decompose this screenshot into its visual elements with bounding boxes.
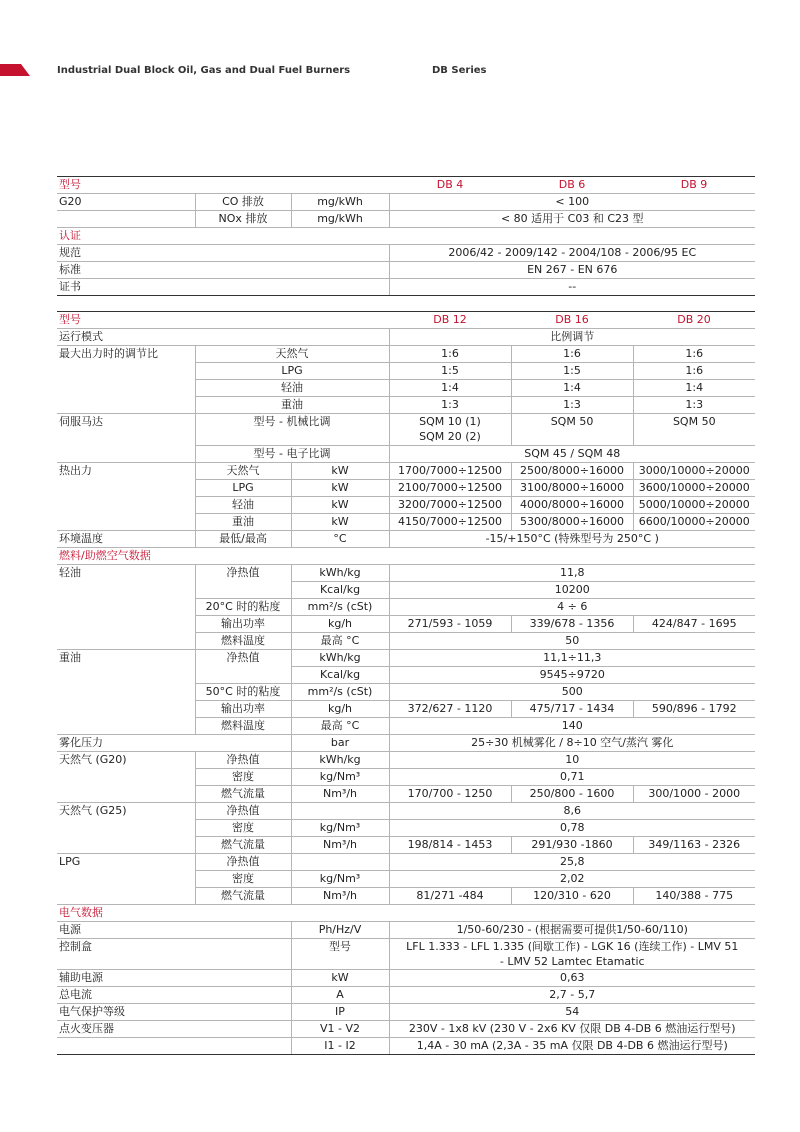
ambient-unit: °C — [291, 531, 389, 548]
table-row — [57, 414, 755, 446]
g20-dens-value: 0,71 — [389, 769, 755, 786]
table-row — [57, 279, 755, 296]
g25-flow-cell: 198/814 - 1453 — [389, 837, 511, 854]
td-cell: 1:3 — [511, 397, 633, 414]
atom-value: 25÷30 机械雾化 / 8÷10 空气/蒸汽 雾化 — [389, 735, 755, 752]
power-value: 1/50-60/230 - (根据需要可提供1/50-60/110) — [389, 922, 755, 939]
unit-ip: IP — [291, 1004, 389, 1021]
table-row — [57, 803, 755, 820]
control-value: LFL 1.333 - LFL 1.335 (间歇工作) - LGK 16 (连续工作) - LMV 51 - LMV 52 Lamtec Etamatic — [389, 939, 755, 970]
lpg-flow-cell: 140/388 - 775 — [633, 888, 755, 905]
fuel-lpg: LPG — [195, 480, 291, 497]
model-db12: DB 12 — [389, 312, 511, 329]
brand-mark — [0, 64, 30, 76]
g25-flow-cell: 291/930 -1860 — [511, 837, 633, 854]
ho-cv-value: 11,1÷11,3 — [389, 650, 755, 667]
table-row — [57, 888, 755, 905]
ho-visc-value: 500 — [389, 684, 755, 701]
norm-value: 2006/42 - 2009/142 - 2004/108 - 2006/95 EC — [389, 245, 755, 262]
table-row — [57, 446, 755, 463]
gas-flow-label: 燃气流量 — [195, 888, 291, 905]
fuel-ng: 天然气 — [195, 346, 389, 363]
total-current-value: 2,7 - 5,7 — [389, 987, 755, 1004]
co-unit: mg/kWh — [291, 194, 389, 211]
heavy-oil-label: 重油 — [59, 651, 81, 664]
std-label: 标准 — [57, 262, 195, 279]
unit-kw: kW — [291, 463, 389, 480]
certif-value: -- — [389, 279, 755, 296]
ambient-sub: 最低/最高 — [195, 531, 291, 548]
table-row — [57, 718, 755, 735]
table-row — [57, 346, 755, 363]
net-cv-label: 净热值 — [195, 854, 291, 871]
net-cv-label: 净热值 — [195, 650, 291, 667]
table-row — [57, 650, 755, 667]
td-cell: 1:4 — [389, 380, 511, 397]
unit-kwh-kg: kWh/kg — [291, 650, 389, 667]
control-sub: 型号 — [291, 939, 389, 970]
model-db9: DB 9 — [633, 177, 755, 194]
model-db6: DB 6 — [511, 177, 633, 194]
heat-output-label: 热出力 — [59, 464, 92, 477]
servo-cell: SQM 10 (1) — [419, 415, 481, 428]
ignition-i-value: 1,4A - 30 mA (2,3A - 35 mA 仅限 DB 4-DB 6 燃油运行型号) — [389, 1038, 755, 1055]
table-row — [57, 1004, 755, 1021]
td-cell: 1:4 — [633, 380, 755, 397]
g20-flow-cell: 170/700 - 1250 — [389, 786, 511, 803]
ho-out-cell: 372/627 - 1120 — [389, 701, 511, 718]
density-label: 密度 — [195, 871, 291, 888]
td-cell: 1:3 — [633, 397, 755, 414]
table-row — [57, 752, 755, 769]
td-cell: 1:5 — [389, 363, 511, 380]
fuel-heavy-oil: 重油 — [195, 514, 291, 531]
table-row — [57, 363, 755, 380]
lo-out-cell: 271/593 - 1059 — [389, 616, 511, 633]
header-title: Industrial Dual Block Oil, Gas and Dual Fuel Burners — [57, 65, 351, 76]
model-header-row — [57, 312, 755, 329]
ho-cell: 6600/10000÷20000 — [633, 514, 755, 531]
op-mode-label: 运行模式 — [57, 329, 195, 346]
net-cv-label: 净热值 — [195, 565, 291, 582]
fuel-light-oil: 轻油 — [195, 497, 291, 514]
g25-dens-value: 0,78 — [389, 820, 755, 837]
unit-visc: mm²/s (cSt) — [291, 599, 389, 616]
model-db16: DB 16 — [511, 312, 633, 329]
model-label: 型号 — [57, 312, 195, 329]
td-cell: 1:6 — [511, 346, 633, 363]
table-row — [57, 667, 755, 684]
fuel-lpg: LPG — [195, 363, 389, 380]
specs-table — [57, 311, 755, 1055]
table-row — [57, 497, 755, 514]
table-row — [57, 871, 755, 888]
unit-max-c: 最高 °C — [291, 718, 389, 735]
lo-out-cell: 339/678 - 1356 — [511, 616, 633, 633]
td-cell: 1:5 — [511, 363, 633, 380]
lo-kcal-value: 10200 — [389, 582, 755, 599]
table-row — [57, 463, 755, 480]
table-row — [57, 380, 755, 397]
elec-section-title: 电气数据 — [57, 905, 755, 922]
turndown-label: 最大出力时的调节比 — [59, 347, 158, 360]
unit-v1-v2: V1 - V2 — [291, 1021, 389, 1038]
ng-g20-label: 天然气 (G20) — [59, 753, 127, 766]
net-cv-label: 净热值 — [195, 752, 291, 769]
fuel-temp-label: 燃料温度 — [195, 718, 291, 735]
co-value: < 100 — [389, 194, 755, 211]
unit-kwh-kg: kWh/kg — [291, 752, 389, 769]
unit-kcal-kg: Kcal/kg — [291, 667, 389, 684]
protection-value: 54 — [389, 1004, 755, 1021]
lo-cv-value: 11,8 — [389, 565, 755, 582]
unit-kcal-kg: Kcal/kg — [291, 582, 389, 599]
nox-value: < 80 适用于 C03 和 C23 型 — [389, 211, 755, 228]
ignition-v-value: 230V - 1x8 kV (230 V - 2x6 KV 仅限 DB 4-DB 6 燃油运行型号) — [389, 1021, 755, 1038]
unit-kw: kW — [291, 497, 389, 514]
ho-out-cell: 475/717 - 1434 — [511, 701, 633, 718]
page-header — [0, 60, 800, 80]
unit-max-c: 最高 °C — [291, 633, 389, 650]
td-cell: 1:4 — [511, 380, 633, 397]
lpg-cv-value: 25,8 — [389, 854, 755, 871]
table-row — [57, 970, 755, 987]
ambient-label: 环境温度 — [57, 531, 195, 548]
servo-cell: SQM 50 — [633, 414, 755, 446]
table-row — [57, 922, 755, 939]
model-db4: DB 4 — [389, 177, 511, 194]
ng-g25-label: 天然气 (G25) — [59, 804, 127, 817]
model-label: 型号 — [57, 177, 195, 194]
table-row — [57, 599, 755, 616]
unit-kgh: kg/h — [291, 616, 389, 633]
table-row — [57, 531, 755, 548]
light-oil-label: 轻油 — [59, 566, 81, 579]
power-label: 电源 — [57, 922, 195, 939]
g25-flow-cell: 349/1163 - 2326 — [633, 837, 755, 854]
unit-ph-hz-v: Ph/Hz/V — [291, 922, 389, 939]
table-row — [57, 194, 755, 211]
ho-out-cell: 590/896 - 1792 — [633, 701, 755, 718]
atom-label: 雾化压力 — [57, 735, 195, 752]
table-row — [57, 329, 755, 346]
lo-temp-value: 50 — [389, 633, 755, 650]
aux-label: 辅助电源 — [57, 970, 195, 987]
control-label: 控制盒 — [57, 939, 195, 970]
ho-cell: 5000/10000÷20000 — [633, 497, 755, 514]
g20-flow-cell: 250/800 - 1600 — [511, 786, 633, 803]
output-rate-label: 输出功率 — [195, 616, 291, 633]
table-row — [57, 684, 755, 701]
elec-section-row — [57, 905, 755, 922]
table-row — [57, 987, 755, 1004]
unit-nm3h: Nm³/h — [291, 786, 389, 803]
nox-label: NOx 排放 — [195, 211, 291, 228]
fuel-section-row — [57, 548, 755, 565]
ho-cell: 1700/7000÷12500 — [389, 463, 511, 480]
unit-nm3h: Nm³/h — [291, 888, 389, 905]
ho-cell: 3600/10000÷20000 — [633, 480, 755, 497]
fuel-light-oil: 轻油 — [195, 380, 389, 397]
lo-out-cell: 424/847 - 1695 — [633, 616, 755, 633]
table-row — [57, 1021, 755, 1038]
unit-i1-i2: I1 - I2 — [291, 1038, 389, 1055]
g20-label: G20 — [57, 194, 195, 211]
g20-flow-cell: 300/1000 - 2000 — [633, 786, 755, 803]
g25-cv-value: 8,6 — [389, 803, 755, 820]
ambient-value: -15/+150°C (特殊型号为 250°C ) — [389, 531, 755, 548]
table-row — [57, 769, 755, 786]
table-row — [57, 1038, 755, 1055]
aux-value: 0,63 — [389, 970, 755, 987]
table-row — [57, 939, 755, 970]
unit-a: A — [291, 987, 389, 1004]
table-row — [57, 837, 755, 854]
density-label: 密度 — [195, 769, 291, 786]
table-row — [57, 820, 755, 837]
total-current-label: 总电流 — [57, 987, 195, 1004]
fuel-section-title: 燃料/助燃空气数据 — [57, 548, 755, 565]
td-cell: 1:6 — [389, 346, 511, 363]
g20-cv-value: 10 — [389, 752, 755, 769]
lpg-flow-cell: 120/310 - 620 — [511, 888, 633, 905]
unit-bar: bar — [291, 735, 389, 752]
lpg-label: LPG — [59, 855, 81, 868]
table-row — [57, 262, 755, 279]
unit-kw: kW — [291, 970, 389, 987]
lo-visc-label: 20°C 时的粘度 — [195, 599, 291, 616]
lo-visc-value: 4 ÷ 6 — [389, 599, 755, 616]
nox-unit: mg/kWh — [291, 211, 389, 228]
ho-cell: 4150/7000÷12500 — [389, 514, 511, 531]
table-row — [57, 245, 755, 262]
td-cell: 1:3 — [389, 397, 511, 414]
unit-kwh-kg: kWh/kg — [291, 565, 389, 582]
protection-label: 电气保护等级 — [57, 1004, 195, 1021]
header-series: DB Series — [432, 65, 487, 76]
output-rate-label: 输出功率 — [195, 701, 291, 718]
table-row — [57, 211, 755, 228]
table-row — [57, 786, 755, 803]
servo-elec-label: 型号 - 电子比调 — [195, 446, 389, 463]
ho-cell: 2100/7000÷12500 — [389, 480, 511, 497]
net-cv-label: 净热值 — [195, 803, 291, 820]
fuel-temp-label: 燃料温度 — [195, 633, 291, 650]
gas-flow-label: 燃气流量 — [195, 837, 291, 854]
lpg-dens-value: 2,02 — [389, 871, 755, 888]
table-row — [57, 701, 755, 718]
co-label: CO 排放 — [195, 194, 291, 211]
table-row — [57, 735, 755, 752]
fuel-ng: 天然气 — [195, 463, 291, 480]
ho-cell: 3100/8000÷16000 — [511, 480, 633, 497]
table-row — [57, 565, 755, 582]
unit-kg-nm3: kg/Nm³ — [291, 871, 389, 888]
unit-kgh: kg/h — [291, 701, 389, 718]
servo-elec-value: SQM 45 / SQM 48 — [389, 446, 755, 463]
emissions-table — [57, 176, 755, 296]
ho-cell: 4000/8000÷16000 — [511, 497, 633, 514]
norm-label: 规范 — [57, 245, 195, 262]
gas-flow-label: 燃气流量 — [195, 786, 291, 803]
table-row — [57, 582, 755, 599]
table-row — [57, 854, 755, 871]
cert-section-title: 认证 — [57, 228, 755, 245]
table-row — [57, 633, 755, 650]
table-row — [57, 397, 755, 414]
unit-kw: kW — [291, 480, 389, 497]
td-cell: 1:6 — [633, 346, 755, 363]
unit-nm3h: Nm³/h — [291, 837, 389, 854]
ho-cell: 2500/8000÷16000 — [511, 463, 633, 480]
unit-visc: mm²/s (cSt) — [291, 684, 389, 701]
ho-cell: 3200/7000÷12500 — [389, 497, 511, 514]
lpg-flow-cell: 81/271 -484 — [389, 888, 511, 905]
td-cell: 1:6 — [633, 363, 755, 380]
certif-label: 证书 — [57, 279, 195, 296]
servo-mech-label: 型号 - 机械比调 — [195, 414, 389, 446]
std-value: EN 267 - EN 676 — [389, 262, 755, 279]
ho-cell: 5300/8000÷16000 — [511, 514, 633, 531]
ignition-label: 点火变压器 — [57, 1021, 195, 1038]
table-row — [57, 616, 755, 633]
unit-kw: kW — [291, 514, 389, 531]
density-label: 密度 — [195, 820, 291, 837]
ho-temp-value: 140 — [389, 718, 755, 735]
model-header-row — [57, 177, 755, 194]
op-mode-value: 比例调节 — [389, 329, 755, 346]
servo-label: 伺服马达 — [59, 415, 103, 428]
cert-section-row — [57, 228, 755, 245]
unit-kg-nm3: kg/Nm³ — [291, 769, 389, 786]
unit-kg-nm3: kg/Nm³ — [291, 820, 389, 837]
ho-kcal-value: 9545÷9720 — [389, 667, 755, 684]
table-row — [57, 514, 755, 531]
ho-cell: 3000/10000÷20000 — [633, 463, 755, 480]
servo-cell: SQM 50 — [511, 414, 633, 446]
ho-visc-label: 50°C 时的粘度 — [195, 684, 291, 701]
model-db20: DB 20 — [633, 312, 755, 329]
table-row — [57, 480, 755, 497]
fuel-heavy-oil: 重油 — [195, 397, 389, 414]
servo-cell-extra: SQM 20 (2) — [419, 430, 481, 443]
